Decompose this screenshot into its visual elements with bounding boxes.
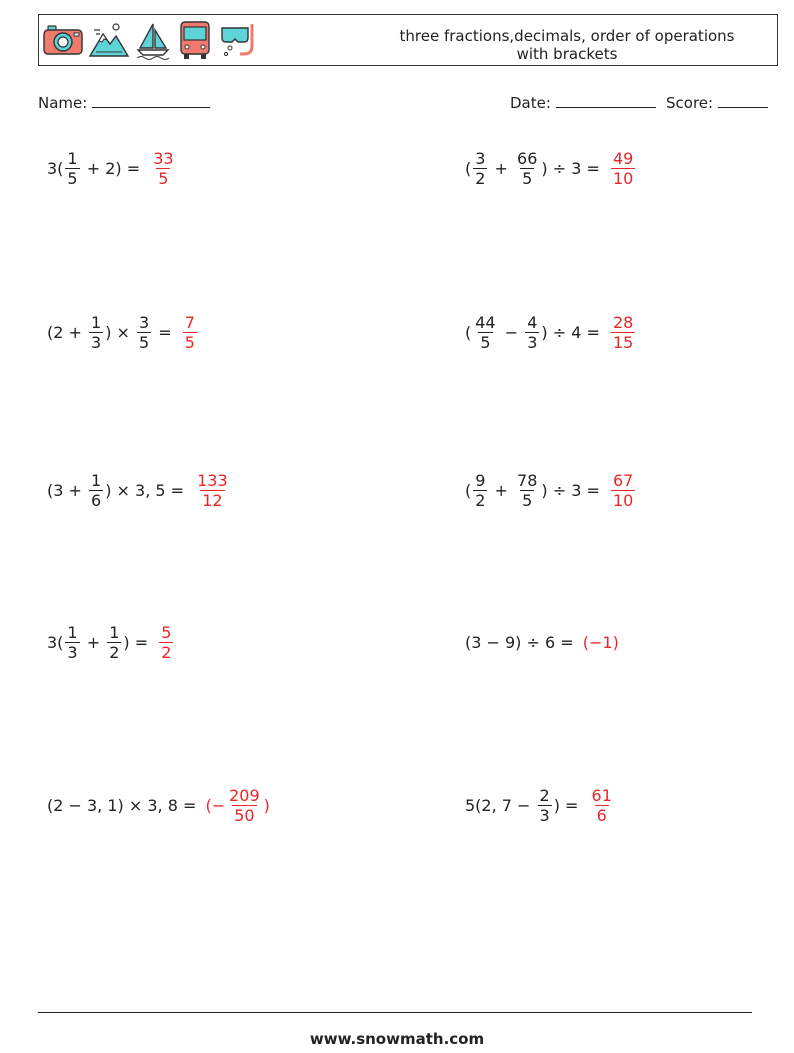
answer-fraction xyxy=(227,786,262,825)
expression-text: − xyxy=(499,322,524,342)
answer-fraction xyxy=(611,471,635,510)
fraction-numerator: 1 xyxy=(67,622,78,642)
name-blank[interactable] xyxy=(92,93,210,108)
title-line-2: with brackets xyxy=(516,45,618,63)
expression-text: ( xyxy=(465,322,472,342)
answer xyxy=(193,471,232,510)
worksheet-title xyxy=(367,27,767,63)
answer-fraction-numerator: 209 xyxy=(229,785,260,805)
answer-fraction xyxy=(183,313,197,352)
fraction xyxy=(107,623,121,662)
answer xyxy=(149,149,177,188)
snorkel-mask-icon xyxy=(218,20,260,60)
expression-text: ( xyxy=(465,158,472,178)
answer-fraction xyxy=(611,313,635,352)
fraction xyxy=(65,149,79,188)
answer-fraction-denominator: 15 xyxy=(612,332,634,352)
problem-6 xyxy=(465,460,637,520)
fraction xyxy=(473,471,487,510)
expression-text: ) = xyxy=(553,795,584,815)
answer-fraction-denominator: 6 xyxy=(596,805,607,825)
expression-text: ) ÷ 3 = xyxy=(541,158,605,178)
expression-text: = xyxy=(153,322,177,342)
answer-fraction-denominator: 5 xyxy=(158,168,169,188)
answer xyxy=(609,149,637,188)
footer-divider xyxy=(38,1012,752,1013)
expression-text: (3 + xyxy=(47,480,87,500)
answer-fraction xyxy=(151,149,175,188)
answer xyxy=(181,313,199,352)
title-line-1: three fractions,decimals, order of operations xyxy=(399,27,735,45)
expression-text: + xyxy=(489,480,514,500)
fraction xyxy=(473,313,497,352)
footer-site: www.snowmath.com xyxy=(309,1030,485,1048)
problem-2 xyxy=(465,138,637,198)
answer-fraction-numerator: 28 xyxy=(612,312,634,332)
fraction-numerator: 1 xyxy=(67,148,78,168)
problem-10 xyxy=(465,775,616,835)
fraction xyxy=(65,623,79,662)
fraction-denominator: 5 xyxy=(67,168,78,188)
fraction-numerator: 78 xyxy=(517,470,538,490)
problem-4 xyxy=(465,302,637,362)
fraction xyxy=(525,313,539,352)
name-label: Name: xyxy=(38,94,88,112)
fraction-denominator: 3 xyxy=(91,332,102,352)
fraction xyxy=(473,149,487,188)
answer-fraction-numerator: 33 xyxy=(153,148,174,168)
answer-suffix: ) xyxy=(263,795,270,815)
fraction-numerator: 44 xyxy=(475,312,496,332)
name-field[interactable] xyxy=(38,93,210,112)
sailboat-icon xyxy=(134,20,172,60)
fraction-numerator: 1 xyxy=(91,470,102,490)
fraction-denominator: 5 xyxy=(480,332,491,352)
date-label: Date: xyxy=(510,94,551,112)
fraction-numerator: 1 xyxy=(91,312,102,332)
expression-text: 3( xyxy=(47,632,64,652)
expression-text: 5(2, 7 − xyxy=(465,795,536,815)
header-box xyxy=(38,14,778,66)
expression-text: + 2) = xyxy=(81,158,146,178)
fraction-denominator: 5 xyxy=(522,168,533,188)
mountain-icon xyxy=(88,20,130,60)
answer-fraction xyxy=(611,149,635,188)
fraction xyxy=(515,149,539,188)
answer-fraction-denominator: 2 xyxy=(161,642,172,662)
fraction-denominator: 5 xyxy=(522,490,533,510)
fraction xyxy=(137,313,151,352)
fraction-numerator: 66 xyxy=(517,148,538,168)
score-blank[interactable] xyxy=(718,93,768,108)
answer-fraction xyxy=(195,471,230,510)
expression-text: (2 − 3, 1) × 3, 8 = xyxy=(47,795,202,815)
fraction-denominator: 3 xyxy=(539,805,550,825)
answer xyxy=(205,786,269,825)
answer-fraction-denominator: 50 xyxy=(234,805,255,825)
answer xyxy=(609,313,637,352)
answer xyxy=(157,623,175,662)
expression-text: + xyxy=(81,632,106,652)
answer-fraction-numerator: 67 xyxy=(612,470,634,490)
problem-9 xyxy=(47,775,270,835)
problem-1 xyxy=(47,138,178,198)
answer xyxy=(609,471,637,510)
score-label: Score: xyxy=(666,94,714,112)
answer-fraction-denominator: 5 xyxy=(184,332,195,352)
answer-text: (−1) xyxy=(582,632,619,652)
fraction-denominator: 3 xyxy=(527,332,538,352)
answer-fraction-denominator: 10 xyxy=(612,168,634,188)
expression-text: (2 + xyxy=(47,322,87,342)
fraction-numerator: 4 xyxy=(527,312,538,332)
expression-text: + xyxy=(489,158,514,178)
fraction xyxy=(89,313,103,352)
fraction xyxy=(538,786,552,825)
answer-fraction xyxy=(159,623,173,662)
date-field[interactable] xyxy=(510,93,656,112)
problem-5 xyxy=(47,460,232,520)
problem-3 xyxy=(47,302,199,362)
expression-text: ) = xyxy=(123,632,154,652)
fraction-denominator: 2 xyxy=(475,168,486,188)
answer-fraction-numerator: 5 xyxy=(161,622,172,642)
fraction xyxy=(89,471,103,510)
expression-text: ) × 3, 5 = xyxy=(105,480,190,500)
answer-fraction-numerator: 133 xyxy=(197,470,228,490)
problem-7 xyxy=(47,612,175,672)
fraction-numerator: 3 xyxy=(139,312,150,332)
fraction-denominator: 2 xyxy=(109,642,120,662)
expression-text: ) ÷ 4 = xyxy=(541,322,605,342)
fraction-denominator: 6 xyxy=(91,490,102,510)
problem-8 xyxy=(465,612,619,672)
fraction-numerator: 1 xyxy=(109,622,120,642)
answer-fraction xyxy=(590,786,614,825)
answer xyxy=(583,633,619,652)
expression-text: ) × xyxy=(105,322,136,342)
expression-text: ) ÷ 3 = xyxy=(541,480,605,500)
date-blank[interactable] xyxy=(556,93,656,108)
expression-text: 3( xyxy=(47,158,64,178)
answer-fraction-numerator: 49 xyxy=(612,148,634,168)
answer-fraction-denominator: 10 xyxy=(612,490,634,510)
fraction-denominator: 5 xyxy=(139,332,150,352)
answer xyxy=(588,786,616,825)
fraction-numerator: 9 xyxy=(475,470,486,490)
expression-text: ( xyxy=(465,480,472,500)
answer-fraction-numerator: 7 xyxy=(184,312,195,332)
answer-prefix: (− xyxy=(205,795,226,815)
expression-text: (3 − 9) ÷ 6 = xyxy=(465,632,579,652)
score-field[interactable] xyxy=(666,93,768,112)
fraction-numerator: 3 xyxy=(475,148,486,168)
camera-icon xyxy=(42,20,84,60)
answer-fraction-denominator: 12 xyxy=(202,490,223,510)
fraction-numerator: 2 xyxy=(539,785,550,805)
fraction xyxy=(515,471,539,510)
header-icons xyxy=(42,20,260,62)
fraction-denominator: 2 xyxy=(475,490,486,510)
fraction-denominator: 3 xyxy=(67,642,78,662)
bus-icon xyxy=(176,20,214,62)
answer-fraction-numerator: 61 xyxy=(591,785,612,805)
